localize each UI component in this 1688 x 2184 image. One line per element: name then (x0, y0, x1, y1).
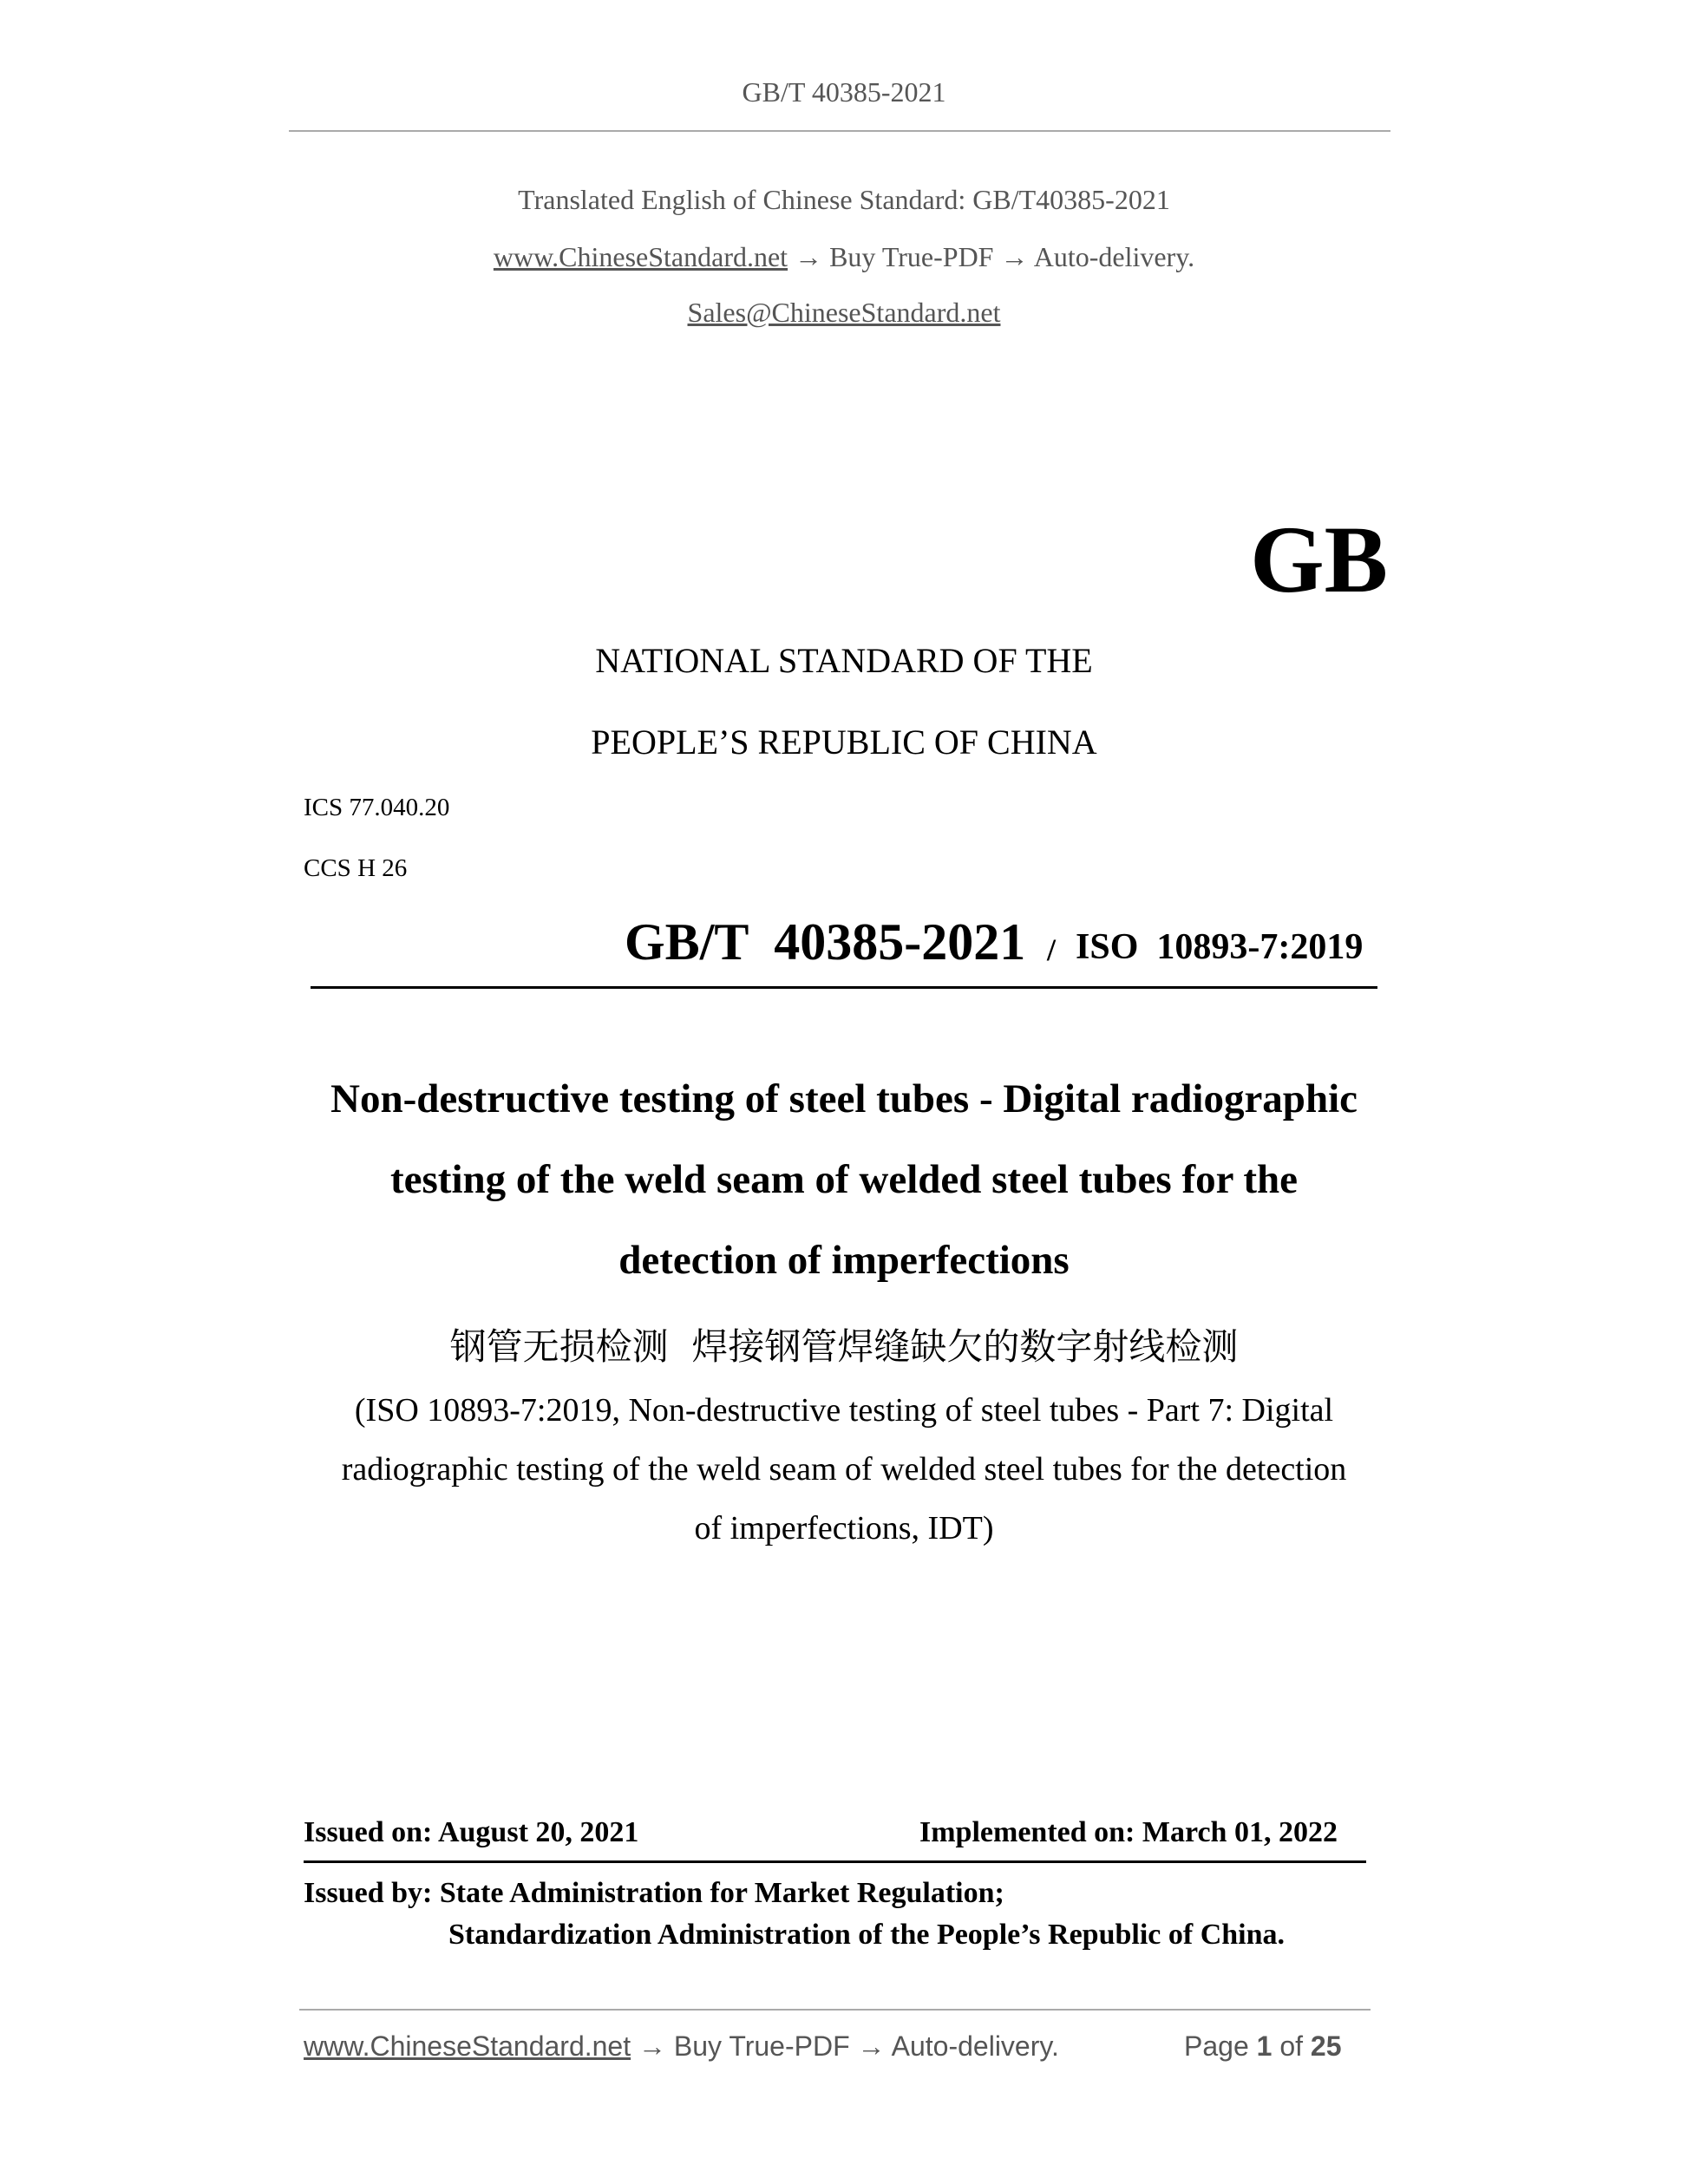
title-en-line-3: detection of imperfections (618, 1238, 1070, 1283)
title-en-line-2: testing of the weld seam of welded steel tubes for the (389, 1157, 1299, 1202)
sales-line (0, 297, 1688, 329)
standard-number: GB/T 40385-2021 (625, 913, 1026, 971)
footer-rule (299, 2009, 1371, 2011)
title-en-line-1: Non-destructive testing of steel tubes - Digital radiographic (330, 1076, 1358, 1121)
title-cn: 钢管无损检测 焊接钢管焊缝缺欠的数字射线检测 (449, 1325, 1239, 1368)
standard-slash: / (1047, 932, 1057, 967)
ics-code: ICS 77.040.20 (304, 794, 450, 821)
header-rule (289, 130, 1390, 132)
page-indicator (1184, 2030, 1341, 2063)
page-label: Page (1184, 2030, 1257, 2062)
idt-line-1: (ISO 10893-7:2019, Non-destructive testing of steel tubes - Part 7: Digital (354, 1392, 1334, 1429)
iso-number: ISO 10893-7:2019 (1076, 927, 1364, 967)
of-label: of (1272, 2030, 1311, 2062)
promo-buy-line (0, 241, 1688, 273)
running-header: GB/T 40385-2021 (742, 76, 946, 108)
gb-logo: GB (1250, 507, 1388, 612)
issued-by-line-1: Issued by: State Administration for Market Regulation; (304, 1877, 1004, 1909)
site-link[interactable]: www.ChineseStandard.net (493, 241, 788, 272)
buy-text: → Buy True-PDF → Auto-delivery. (788, 241, 1195, 272)
idt-line-2: radiographic testing of the weld seam of welded steel tubes for the detection (341, 1451, 1347, 1488)
issued-on-date: Issued on: August 20, 2021 (304, 1816, 639, 1848)
issued-by-line-2: Standardization Administration of the People’s Republic of China. (448, 1919, 1286, 1951)
standard-number-rule (311, 986, 1377, 989)
translated-standard-line: Translated English of Chinese Standard: GB/T40385-2021 (518, 184, 1170, 215)
national-standard-line-1: NATIONAL STANDARD OF THE (595, 641, 1093, 680)
implemented-on-date: Implemented on: March 01, 2022 (919, 1816, 1338, 1848)
national-standard-line-2: PEOPLE’S REPUBLIC OF CHINA (591, 723, 1097, 762)
idt-line-3: of imperfections, IDT) (694, 1510, 994, 1546)
ccs-code: CCS H 26 (304, 854, 408, 882)
sales-email-link[interactable]: Sales@ChineseStandard.net (687, 297, 1001, 328)
page-current: 1 (1256, 2030, 1273, 2062)
dates-rule (304, 1860, 1366, 1863)
page-total: 25 (1310, 2030, 1342, 2062)
footer-buy-text: → Buy True-PDF → Auto-delivery. (631, 2030, 1059, 2062)
footer-site-link[interactable]: www.ChineseStandard.net (304, 2030, 631, 2062)
footer-promo (304, 2030, 1059, 2063)
